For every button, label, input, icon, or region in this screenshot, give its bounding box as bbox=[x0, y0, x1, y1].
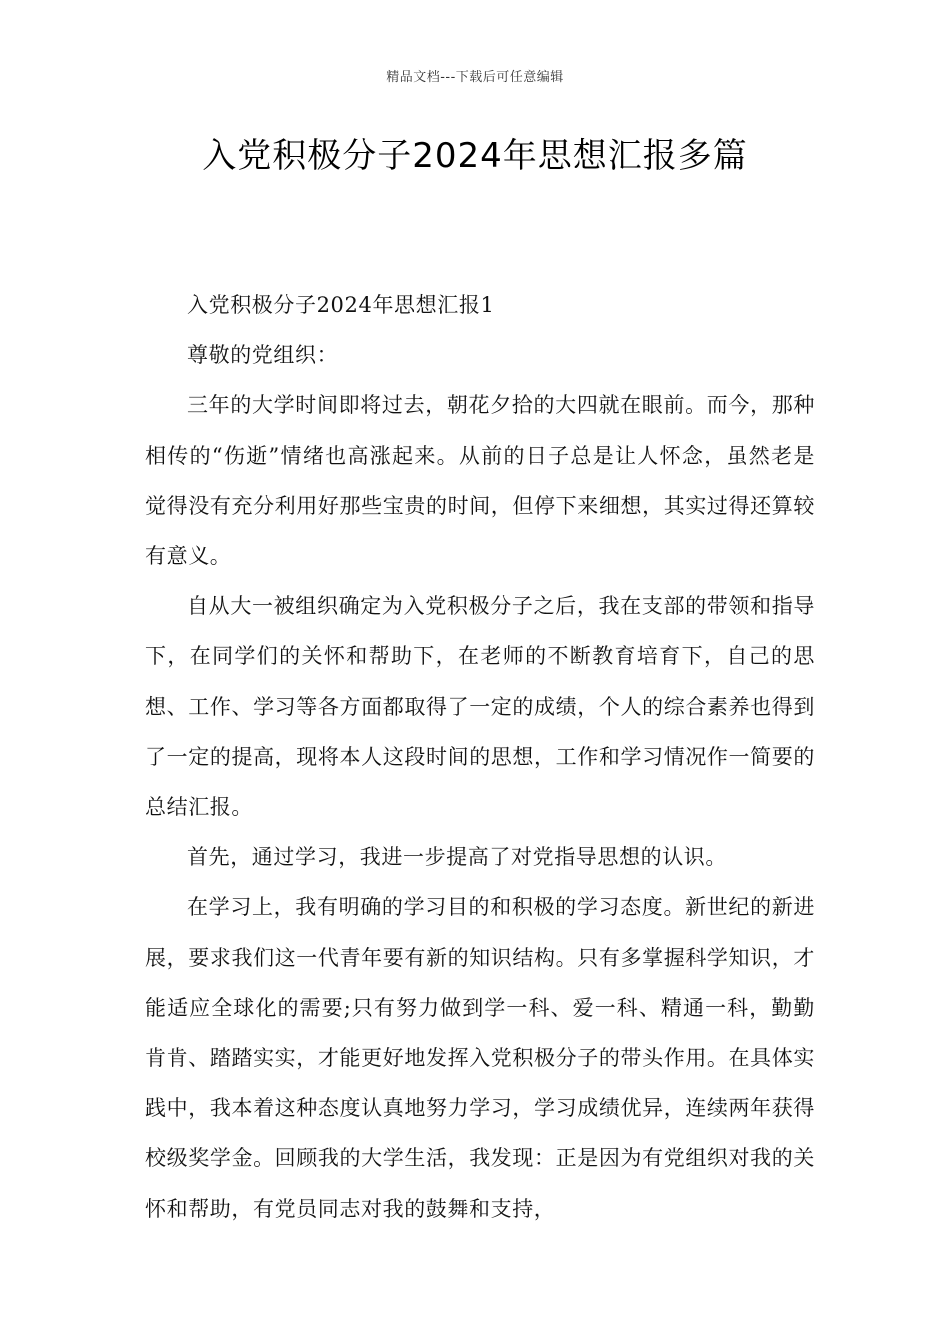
paragraph: 三年的大学时间即将过去，朝花夕拾的大四就在眼前。而今，那种相传的“伤逝”情绪也高涨起来。从前的日子总是让人怀念，虽然老是觉得没有充分利用好那些宝贵的时间，但停下来细想，其实过得还算较有意义。 bbox=[145, 393, 815, 569]
header-note: 精品文档---下载后可任意编辑 bbox=[386, 70, 564, 85]
paragraph: 首先，通过学习，我进一步提高了对党指导思想的认识。 bbox=[187, 845, 727, 870]
document-title: 入党积极分子2024年思想汇报多篇 bbox=[202, 136, 748, 176]
paragraph: 自从大一被组织确定为入党积极分子之后，我在支部的带领和指导下，在同学们的关怀和帮助下，在老师的不断教育培育下，自己的思想、工作、学习等各方面都取得了一定的成绩，个人的综合素养也得到了一定的提高，现将本人这段时间的思想，工作和学习情况作一简要的总结汇报。 bbox=[145, 594, 815, 820]
salutation: 尊敬的党组织： bbox=[187, 343, 339, 368]
section-heading: 入党积极分子2024年思想汇报1 bbox=[187, 293, 495, 317]
document-body bbox=[145, 280, 815, 1234]
paragraph: 在学习上，我有明确的学习目的和积极的学习态度。新世纪的新进展，要求我们这一代青年要有新的知识结构。只有多掌握科学知识，才能适应全球化的需要;只有努力做到学一科、爱一科、精通一科，勤勤肯肯、踏踏实实，才能更好地发挥入党积极分子的带头作用。在具体实践中，我本着这种态度认真地努力学习，学习成绩优异，连续两年获得校级奖学金。回顾我的大学生活，我发现：正是因为有党组织对我的关怀和帮助，有党员同志对我的鼓舞和支持， bbox=[145, 895, 815, 1221]
